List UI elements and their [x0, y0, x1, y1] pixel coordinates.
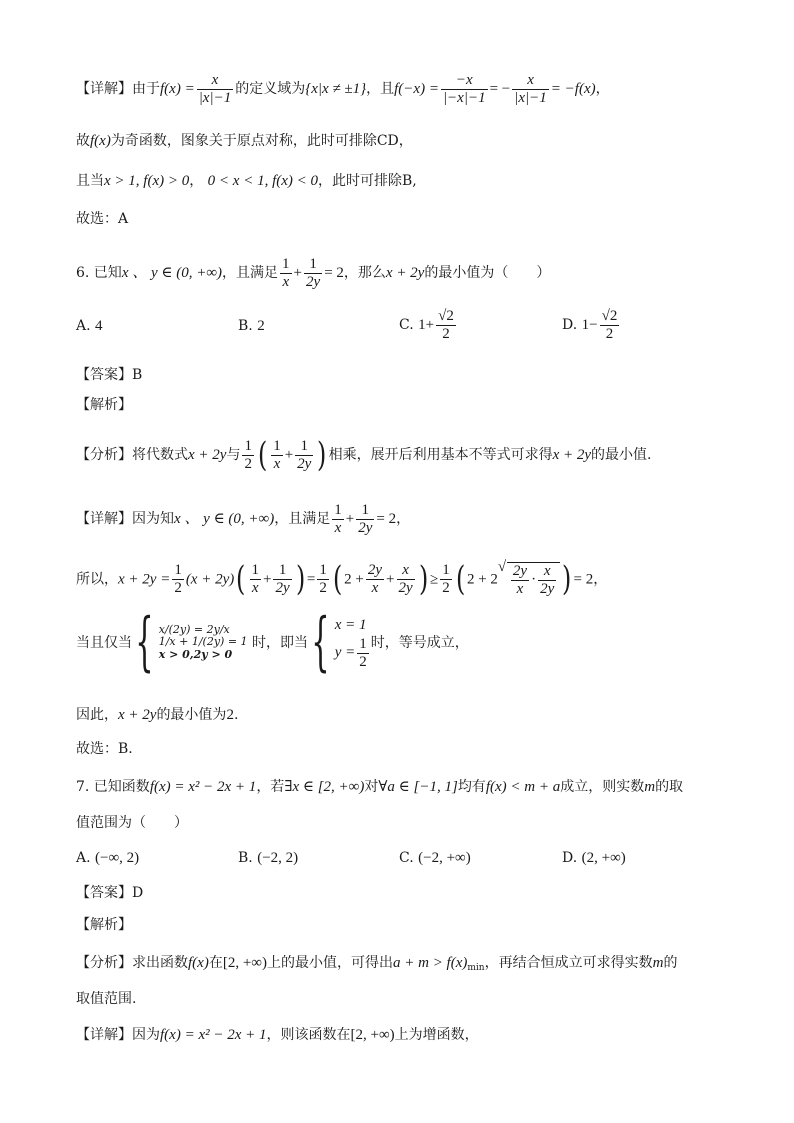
answer-select-line: 故选：A — [76, 211, 129, 227]
answer-select-6: 故选：B. — [76, 741, 133, 757]
option-b[interactable]: B. 2 — [238, 318, 265, 334]
text: 【详解】由于 — [76, 81, 160, 97]
question-7-cont: 值范围为（ ） — [76, 815, 188, 831]
solution-line-2: 故f(x)为奇函数，图象关于原点对称，此时可排除CD， — [76, 133, 413, 149]
analysis-tag-7: 【解析】 — [76, 917, 132, 933]
option-a[interactable]: A. 4 — [76, 318, 103, 334]
detail-6: 【详解】因为知x 、 y ∈ (0, +∞)，且满足 $\frac{1}{x}$ + $\frac{1}{2y}$ = 2， — [76, 502, 411, 536]
analysis-7: 【分析】求出函数f(x)在[2, +∞)上的最小值，可得出$a + m > f(x)_{min}$，再结合恒成立可求得实数m的 — [76, 955, 678, 973]
option-c[interactable]: C. 1+ $\frac{√2}{2}$ — [399, 308, 454, 342]
analysis-6: 【分析】将代数式x + 2y与 $\frac{1}{2}$ ( $\frac{1}{x}$ + $\frac{1}{2y}$ ) 相乘，展开后利用基本不等式可求得x + 2y的最小值. — [76, 435, 652, 475]
solution-line-3: 且当x > 1, f(x) > 0， 0 < x < 1, f(x) < 0，此时可排除B, — [76, 173, 417, 189]
solution-line-1: 【详解】由于f(x) = $\frac{x}{|x|-1}$ 的定义域为{x|x ≠ ±1}，且f(−x) = $\frac{-x}{|-x|-1}$ = − $\frac{x}{|x|-1}$ = −f(x)， — [76, 72, 610, 106]
derivation-6: 所以，x + 2y = $\frac{1}{2}$ (x + 2y)( $\frac{1}{x}$ + $\frac{1}{2y}$ ) = $\frac{1}{2}$ ( 2 + $\frac{2y}{x}$ + $\frac{x}{2y}$ ) ≥ $\frac{1}{2}$ ( 2 + 2 √ $\frac{2y}{x}$ · $\frac{x}{2y}$ ) = 2， — [76, 562, 607, 597]
question-6: 6. 已知x 、 y ∈ (0, +∞)，且满足 $\frac{1}{x}$ + $\frac{1}{2y}$ = 2，那么x + 2y的最小值为（ ） — [76, 256, 551, 290]
math: f(x) = — [160, 81, 195, 97]
option-c[interactable]: C. (−2, +∞) — [399, 850, 471, 866]
detail-7: 【详解】因为f(x) = x² − 2x + 1，则该函数在[2, +∞)上为增函数， — [76, 1027, 479, 1043]
conclusion-6: 因此，x + 2y的最小值为2. — [76, 707, 239, 723]
fraction: $\frac{x}{|x|-1}$ — [198, 72, 232, 106]
option-d[interactable]: D. 1− $\frac{√2}{2}$ — [562, 308, 618, 342]
answer-tag-7: 【答案】D — [76, 885, 144, 901]
options-7 — [76, 850, 716, 870]
analysis-tag-6: 【解析】 — [76, 397, 132, 413]
equality-condition-6: 当且仅当{ x/(2y) = 2y/x 1/x + 1/(2y) = 1 x > 0,2y > 0 时，即当{ x = 1 y = $\frac{1}{2}$ 时，等号成立， — [76, 605, 469, 679]
option-d[interactable]: D. (2, +∞) — [562, 850, 626, 866]
option-a[interactable]: A. (−∞, 2) — [76, 850, 140, 866]
answer-tag-6: 【答案】B — [76, 367, 143, 383]
analysis-7-cont: 取值范围. — [76, 991, 137, 1007]
options-6 — [76, 308, 716, 358]
option-b[interactable]: B. (−2, 2) — [238, 850, 299, 866]
question-7: 7. 已知函数f(x) = x² − 2x + 1，若∃x ∈ [2, +∞)对∀a ∈ [−1, 1]均有f(x) < m + a成立，则实数m的取 — [76, 779, 684, 795]
